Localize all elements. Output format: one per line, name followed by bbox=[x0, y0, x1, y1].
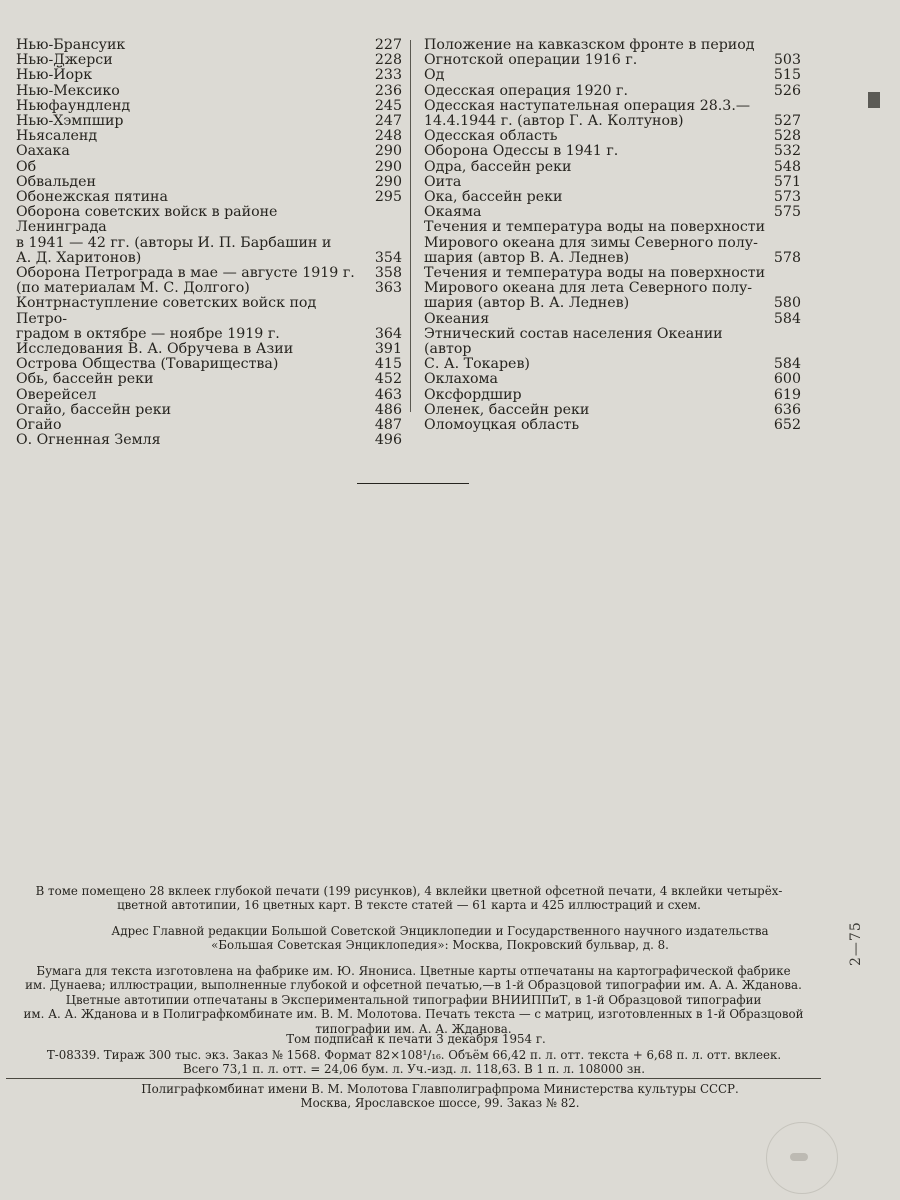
index-entry-title: Оклахома bbox=[424, 371, 499, 388]
index-entry-page: 526 bbox=[773, 82, 801, 99]
index-entry bbox=[16, 205, 402, 266]
colophon-printer: Полиграфкомбинат имени В. М. Молотова Главполиграфпрома Министерства культуры СССР. Москва, Ярославское шоссе, 99. Заказ № 82. bbox=[141, 1082, 739, 1111]
index-entry-page: 571 bbox=[773, 173, 801, 190]
index-entry bbox=[16, 281, 402, 296]
index-entry-title: Обвальден bbox=[16, 173, 96, 190]
index-entry-title: Оборона Одессы в 1941 г. bbox=[424, 143, 619, 160]
index-entry-page: 619 bbox=[773, 386, 801, 403]
index-entry-page: 227 bbox=[374, 37, 402, 53]
index-entry-title: Окаяма bbox=[424, 204, 482, 221]
index-entry bbox=[16, 388, 402, 403]
index-entry-title: Нью-Хэмпшир bbox=[16, 113, 124, 130]
index-entry-title: Одесская область bbox=[424, 128, 558, 145]
index-entry-page: 584 bbox=[773, 310, 801, 327]
index-entry bbox=[16, 144, 402, 159]
index-entry bbox=[424, 266, 801, 312]
index-entry-page: 415 bbox=[374, 356, 402, 373]
index-entry-title: Острова Общества (Товарищества) bbox=[16, 356, 279, 373]
index-entry-page: 248 bbox=[374, 128, 402, 145]
index-entry-page: 527 bbox=[773, 113, 801, 130]
index-entry-title: Положение на кавказском фронте в период Огнотской операции 1916 г. bbox=[424, 37, 755, 69]
stamp-mark bbox=[790, 1153, 808, 1161]
index-entry-page: 290 bbox=[374, 143, 402, 160]
index-entry-page: 532 bbox=[773, 143, 801, 160]
index-entry-title: Течения и температура воды на поверхности Мирового океана для лета Северного полу- шария (автор В. А. Леднев) bbox=[424, 265, 766, 312]
index-entry-page: 358 bbox=[374, 265, 402, 282]
index-entry-page: 573 bbox=[773, 189, 801, 206]
index-entry-page: 364 bbox=[374, 325, 402, 342]
index-entry-page: 391 bbox=[374, 341, 402, 358]
index-entry bbox=[424, 190, 801, 205]
index-entry-title: Об bbox=[16, 158, 37, 175]
index-entry-page: 652 bbox=[773, 417, 801, 434]
index-entry bbox=[424, 388, 801, 403]
index-column-left bbox=[16, 38, 402, 448]
section-rule bbox=[357, 483, 469, 484]
index-entry-page: 463 bbox=[374, 386, 402, 403]
index-entry-title: Одесская операция 1920 г. bbox=[424, 82, 628, 99]
column-divider bbox=[410, 40, 411, 412]
index-entry bbox=[16, 418, 402, 433]
index-entry-title: Нью-Йорк bbox=[16, 67, 93, 84]
index-entry-page: 452 bbox=[374, 371, 402, 388]
index-entry bbox=[16, 433, 402, 448]
index-entry-page: 600 bbox=[773, 371, 801, 388]
index-entry bbox=[424, 144, 801, 159]
index-entry-page: 487 bbox=[374, 417, 402, 434]
index-entry bbox=[16, 266, 402, 281]
index-entry-page: 290 bbox=[374, 173, 402, 190]
index-entry-page: 236 bbox=[374, 82, 402, 99]
page-edge-mark bbox=[868, 92, 880, 108]
index-entry-title: Обонежская пятина bbox=[16, 189, 168, 206]
index-entry bbox=[424, 160, 801, 175]
index-entry-page: 503 bbox=[773, 52, 801, 69]
index-entry bbox=[16, 403, 402, 418]
index-entry-title: Оломоуцкая область bbox=[424, 417, 580, 434]
index-entry-title: Одра, бассейн реки bbox=[424, 158, 572, 175]
index-entry-page: 295 bbox=[374, 189, 402, 206]
index-entry-page: 247 bbox=[374, 113, 402, 130]
index-entry-title: (по материалам М. С. Долгого) bbox=[16, 280, 250, 297]
index-entry-title: Оборона Петрограда в мае — августе 1919 г. bbox=[16, 265, 355, 282]
index-entry bbox=[16, 114, 402, 129]
index-entry bbox=[16, 357, 402, 372]
index-entry-page: 354 bbox=[374, 249, 402, 266]
index-entry-page: 575 bbox=[773, 204, 801, 221]
index-entry bbox=[16, 160, 402, 175]
index-entry-title: Нью-Мексико bbox=[16, 82, 120, 99]
index-entry-title: Течения и температура воды на поверхности Мирового океана для зимы Северного полу- шария (автор В. А. Леднев) bbox=[424, 219, 766, 266]
index-entry bbox=[16, 84, 402, 99]
margin-handwritten-note: 2—75 bbox=[848, 921, 864, 966]
index-entry-title: Ока, бассейн реки bbox=[424, 189, 563, 206]
index-entry-title: Этнический состав населения Океании (автор С. А. Токарев) bbox=[424, 325, 723, 373]
index-entry bbox=[424, 220, 801, 266]
index-entry-page: 584 bbox=[773, 356, 801, 373]
index-entry bbox=[424, 312, 801, 327]
index-entry bbox=[424, 129, 801, 144]
index-entry-title: Оверейсел bbox=[16, 386, 97, 403]
index-entry bbox=[16, 372, 402, 387]
index-entry bbox=[424, 84, 801, 99]
index-entry-title: О. Огненная Земля bbox=[16, 432, 161, 449]
colophon-paper: Бумага для текста изготовлена на фабрике им. Ю. Янониса. Цветные карты отпечатаны на картографической фабрике им. Дунаева; иллюстрации, выполненные глубокой и офсетной печатью,—в 1-й Образцовой типографии им. А. А. Жданова. Цветные автотипии отпечатаны в Экспериментальной типографии ВНИИППиТ, в 1-й Образцовой типографии им. А. А. Жданова и в Полиграфкомбинате им. В. М. Молотова. Печать текста — с матриц, изготовленных в 1-й Образцовой типографии им. А. А. Жданова. bbox=[23, 964, 804, 1036]
index-entry bbox=[16, 175, 402, 190]
index-entry-page: 363 bbox=[374, 280, 402, 297]
index-entry-page: 228 bbox=[374, 52, 402, 69]
index-entry bbox=[424, 372, 801, 387]
index-entry-page: 233 bbox=[374, 67, 402, 84]
index-entry-title: Оита bbox=[424, 173, 462, 190]
index-entry-page: 580 bbox=[773, 295, 801, 312]
index-entry bbox=[424, 205, 801, 220]
index-entry-title: Нью-Брансуик bbox=[16, 37, 126, 53]
colophon-address: Адрес Главной редакции Большой Советской Энциклопедии и Государственного научного издательства «Большая Советская Энциклопедия»: Москва, Покровский бульвар, д. 8. bbox=[111, 924, 769, 953]
index-entry bbox=[424, 38, 801, 68]
index-entry-page: 496 bbox=[374, 432, 402, 449]
index-entry bbox=[16, 342, 402, 357]
index-entry-title: Огайо, бассейн реки bbox=[16, 401, 172, 418]
colophon-rule bbox=[6, 1078, 821, 1079]
index-entry bbox=[424, 68, 801, 83]
index-entry-title: Океания bbox=[424, 310, 490, 327]
index-entry bbox=[424, 327, 801, 373]
index-entry-title: Ньюфаундленд bbox=[16, 97, 131, 114]
colophon-stats: Т-08339. Тираж 300 тыс. экз. Заказ № 1568. Формат 82×108¹/₁₆. Объём 66,42 п. л. отт. текста + 6,68 п. л. отт. вклеек. Всего 73,1 п. л. отт. = 24,06 бум. л. Уч.-изд. л. 118,63. В 1 п. л. 108000 зн. bbox=[46, 1048, 782, 1077]
index-entry-title: Огайо bbox=[16, 417, 62, 434]
index-entry bbox=[16, 296, 402, 342]
index-entry bbox=[424, 403, 801, 418]
index-entry-page: 486 bbox=[374, 401, 402, 418]
index-entry-title: Оленек, бассейн реки bbox=[424, 401, 590, 418]
index-entry-title: Оксфордшир bbox=[424, 386, 522, 403]
index-entry bbox=[16, 99, 402, 114]
index-entry-title: Ньясаленд bbox=[16, 128, 98, 145]
index-column-right bbox=[424, 38, 801, 433]
index-entry-title: Нью-Джерси bbox=[16, 52, 113, 69]
index-entry-page: 528 bbox=[773, 128, 801, 145]
index-entry bbox=[16, 68, 402, 83]
index-entry-page: 515 bbox=[773, 67, 801, 84]
index-entry bbox=[16, 38, 402, 53]
index-entry-title: Оборона советских войск в районе Ленинграда в 1941 — 42 гг. (авторы И. П. Барбашин и А. Д. Харитонов) bbox=[16, 204, 332, 266]
index-entry-page: 548 bbox=[773, 158, 801, 175]
index-entry-title: Обь, бассейн реки bbox=[16, 371, 154, 388]
index-entry-page: 290 bbox=[374, 158, 402, 175]
index-entry bbox=[424, 99, 801, 129]
index-entry-page: 636 bbox=[773, 401, 801, 418]
index-entry-title: Одесская наступательная операция 28.3.— 14.4.1944 г. (автор Г. А. Колтунов) bbox=[424, 97, 751, 130]
index-entry bbox=[16, 129, 402, 144]
index-entry-page: 578 bbox=[773, 249, 801, 266]
index-entry bbox=[424, 175, 801, 190]
index-entry-page: 245 bbox=[374, 97, 402, 114]
index-entry-title: Оахака bbox=[16, 143, 70, 160]
index-entry-title: Контрнаступление советских войск под Петро- градом в октябре — ноябре 1919 г. bbox=[16, 295, 317, 342]
index-entry-title: Од bbox=[424, 67, 445, 84]
colophon-signed: Том подписан к печати 3 декабря 1954 г. bbox=[286, 1032, 546, 1046]
index-entry-title: Исследования В. А. Обручева в Азии bbox=[16, 341, 294, 358]
colophon-insets: В томе помещено 28 вклеек глубокой печати (199 рисунков), 4 вклейки цветной офсетной печати, 4 вклейки четырёх- цветной автотипии, 16 цветных карт. В тексте статей — 61 карта и 425 иллюстраций и схем. bbox=[35, 884, 783, 913]
index-entry bbox=[16, 190, 402, 205]
index-entry bbox=[424, 418, 801, 433]
